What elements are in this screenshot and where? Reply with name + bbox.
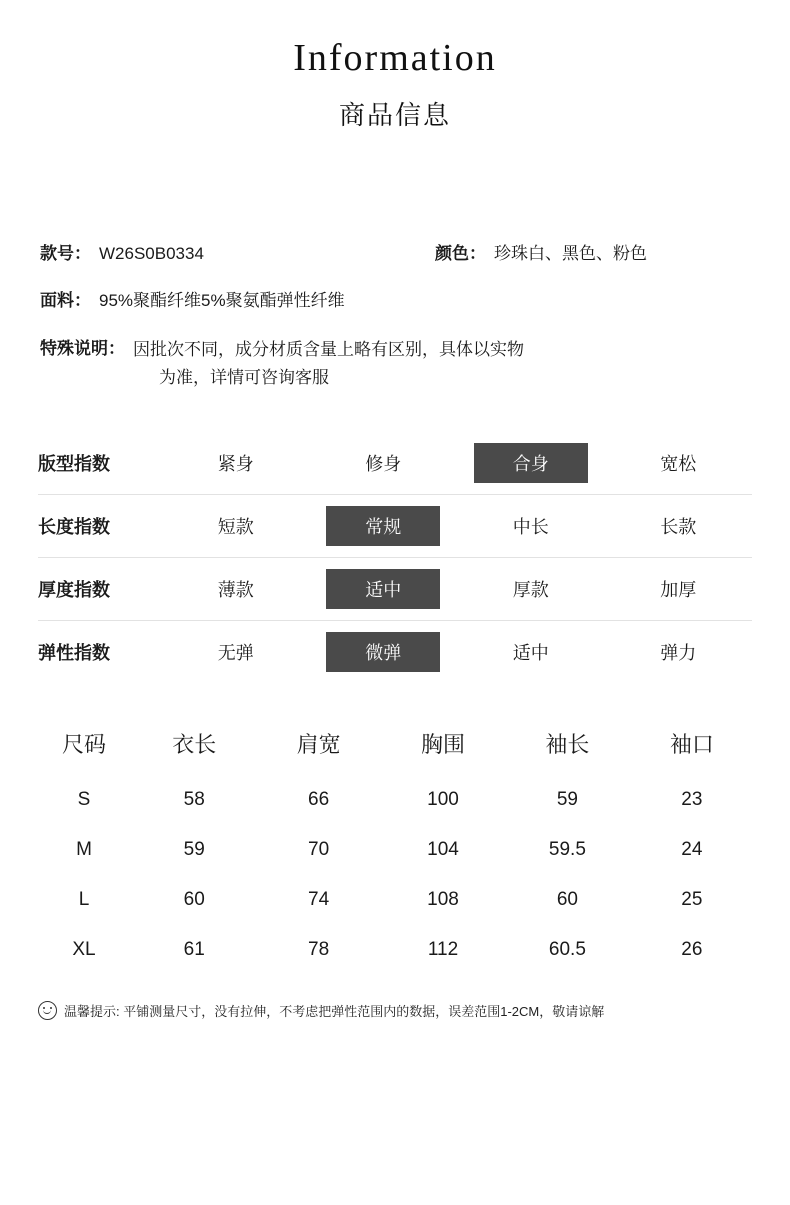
index-option-label: 厚款	[512, 579, 549, 600]
fabric-label: 面料：	[40, 291, 91, 311]
index-label-elasticity: 弹性指数	[38, 642, 110, 663]
size-header-cell: 袖长	[545, 732, 590, 758]
smiley-icon	[38, 1001, 57, 1020]
index-option-length-2[interactable]	[457, 506, 605, 546]
size-cell: 26	[681, 938, 703, 960]
special-value-line1: 因批次不同，成分材质含量上略有区别，具体以实物	[133, 339, 524, 359]
index-option-elasticity-3[interactable]	[605, 632, 753, 672]
index-option-elasticity-2[interactable]	[457, 632, 605, 672]
measurement-tip	[0, 1001, 790, 1020]
index-option-thickness-0[interactable]	[162, 569, 310, 609]
index-row-elasticity	[38, 621, 752, 683]
index-label-thickness: 厚度指数	[38, 579, 110, 600]
index-option-fit-1[interactable]	[310, 443, 458, 483]
size-cell: 60	[183, 888, 205, 910]
special-value	[133, 336, 524, 392]
special-label: 特殊说明：	[40, 338, 125, 358]
info-row-special	[40, 336, 750, 392]
index-option-label: 弹力	[660, 642, 697, 663]
table-row	[36, 925, 754, 975]
special-value-line2: 为准，详情可咨询客服	[159, 367, 329, 387]
page-title-en: Information	[293, 37, 497, 79]
size-cell: 108	[427, 888, 459, 910]
index-option-label: 长款	[660, 516, 697, 537]
size-cell: 104	[427, 838, 459, 860]
index-option-label: 加厚	[660, 579, 697, 600]
size-chart-table	[0, 713, 790, 975]
page-title-cn: 商品信息	[338, 99, 451, 130]
info-row-style-color	[40, 241, 750, 267]
index-option-label: 适中	[512, 642, 549, 663]
index-option-length-3[interactable]	[605, 506, 753, 546]
style-label: 款号：	[40, 243, 91, 263]
size-cell: 60	[556, 888, 578, 910]
color-label: 颜色：	[435, 243, 486, 263]
index-option-label: 短款	[217, 516, 254, 537]
index-option-label: 宽松	[660, 453, 697, 474]
index-option-label: 中长	[512, 516, 549, 537]
index-label-length: 长度指数	[38, 516, 110, 537]
size-cell: XL	[72, 938, 96, 960]
index-option-elasticity-1[interactable]	[310, 632, 458, 672]
size-cell: 66	[308, 788, 330, 810]
info-field-color	[435, 241, 647, 267]
product-info-block	[0, 241, 790, 392]
index-row-fit	[38, 432, 752, 495]
index-option-label: 紧身	[217, 453, 254, 474]
table-row	[36, 825, 754, 875]
index-option-elasticity-0[interactable]	[162, 632, 310, 672]
size-cell: M	[76, 838, 92, 860]
measurement-tip-text: 温馨提示: 平铺测量尺寸，没有拉伸，不考虑把弹性范围内的数据，误差范围1-2CM，敬请谅解	[64, 1003, 605, 1019]
size-cell: 58	[183, 788, 205, 810]
size-cell: 25	[681, 888, 703, 910]
table-row	[36, 875, 754, 925]
index-option-length-0[interactable]	[162, 506, 310, 546]
size-header-cell: 衣长	[172, 732, 217, 758]
fabric-value: 95%聚酯纤维5%聚氨酯弹性纤维	[99, 291, 345, 311]
index-option-label: 薄款	[217, 579, 254, 600]
index-option-label: 合身	[474, 443, 588, 483]
info-row-fabric	[40, 288, 750, 314]
size-cell: 59	[183, 838, 205, 860]
index-option-label: 修身	[365, 453, 402, 474]
index-option-fit-2[interactable]	[457, 443, 605, 483]
index-option-fit-3[interactable]	[605, 443, 753, 483]
size-cell: 78	[308, 938, 330, 960]
size-cell: 100	[427, 788, 459, 810]
index-option-label: 微弹	[326, 632, 440, 672]
size-chart-header-row	[36, 713, 754, 775]
table-row	[36, 775, 754, 825]
index-option-thickness-2[interactable]	[457, 569, 605, 609]
size-cell: S	[77, 788, 91, 810]
index-option-fit-0[interactable]	[162, 443, 310, 483]
index-label-fit: 版型指数	[38, 453, 110, 474]
index-row-length	[38, 495, 752, 558]
index-option-thickness-3[interactable]	[605, 569, 753, 609]
info-field-style	[40, 241, 435, 267]
size-cell: 70	[308, 838, 330, 860]
style-value: W26S0B0334	[99, 243, 204, 263]
size-header-cell: 肩宽	[296, 732, 341, 758]
index-option-label: 常规	[326, 506, 440, 546]
size-cell: 61	[183, 938, 205, 960]
index-option-label: 无弹	[217, 642, 254, 663]
size-header-cell: 胸围	[421, 732, 466, 758]
size-cell: 112	[427, 938, 459, 960]
color-value: 珍珠白、黑色、粉色	[494, 243, 647, 263]
size-cell: 60.5	[548, 938, 586, 960]
size-cell: 74	[308, 888, 330, 910]
index-option-label: 适中	[326, 569, 440, 609]
fit-index-table	[0, 432, 790, 683]
index-option-length-1[interactable]	[310, 506, 458, 546]
size-header-cell: 尺码	[61, 732, 106, 758]
index-option-thickness-1[interactable]	[310, 569, 458, 609]
size-header-cell: 袖口	[669, 732, 714, 758]
size-cell: L	[78, 888, 90, 910]
size-cell: 59.5	[548, 838, 586, 860]
size-cell: 24	[681, 838, 703, 860]
page-header	[0, 0, 790, 131]
size-cell: 59	[556, 788, 578, 810]
size-cell: 23	[681, 788, 703, 810]
index-row-thickness	[38, 558, 752, 621]
